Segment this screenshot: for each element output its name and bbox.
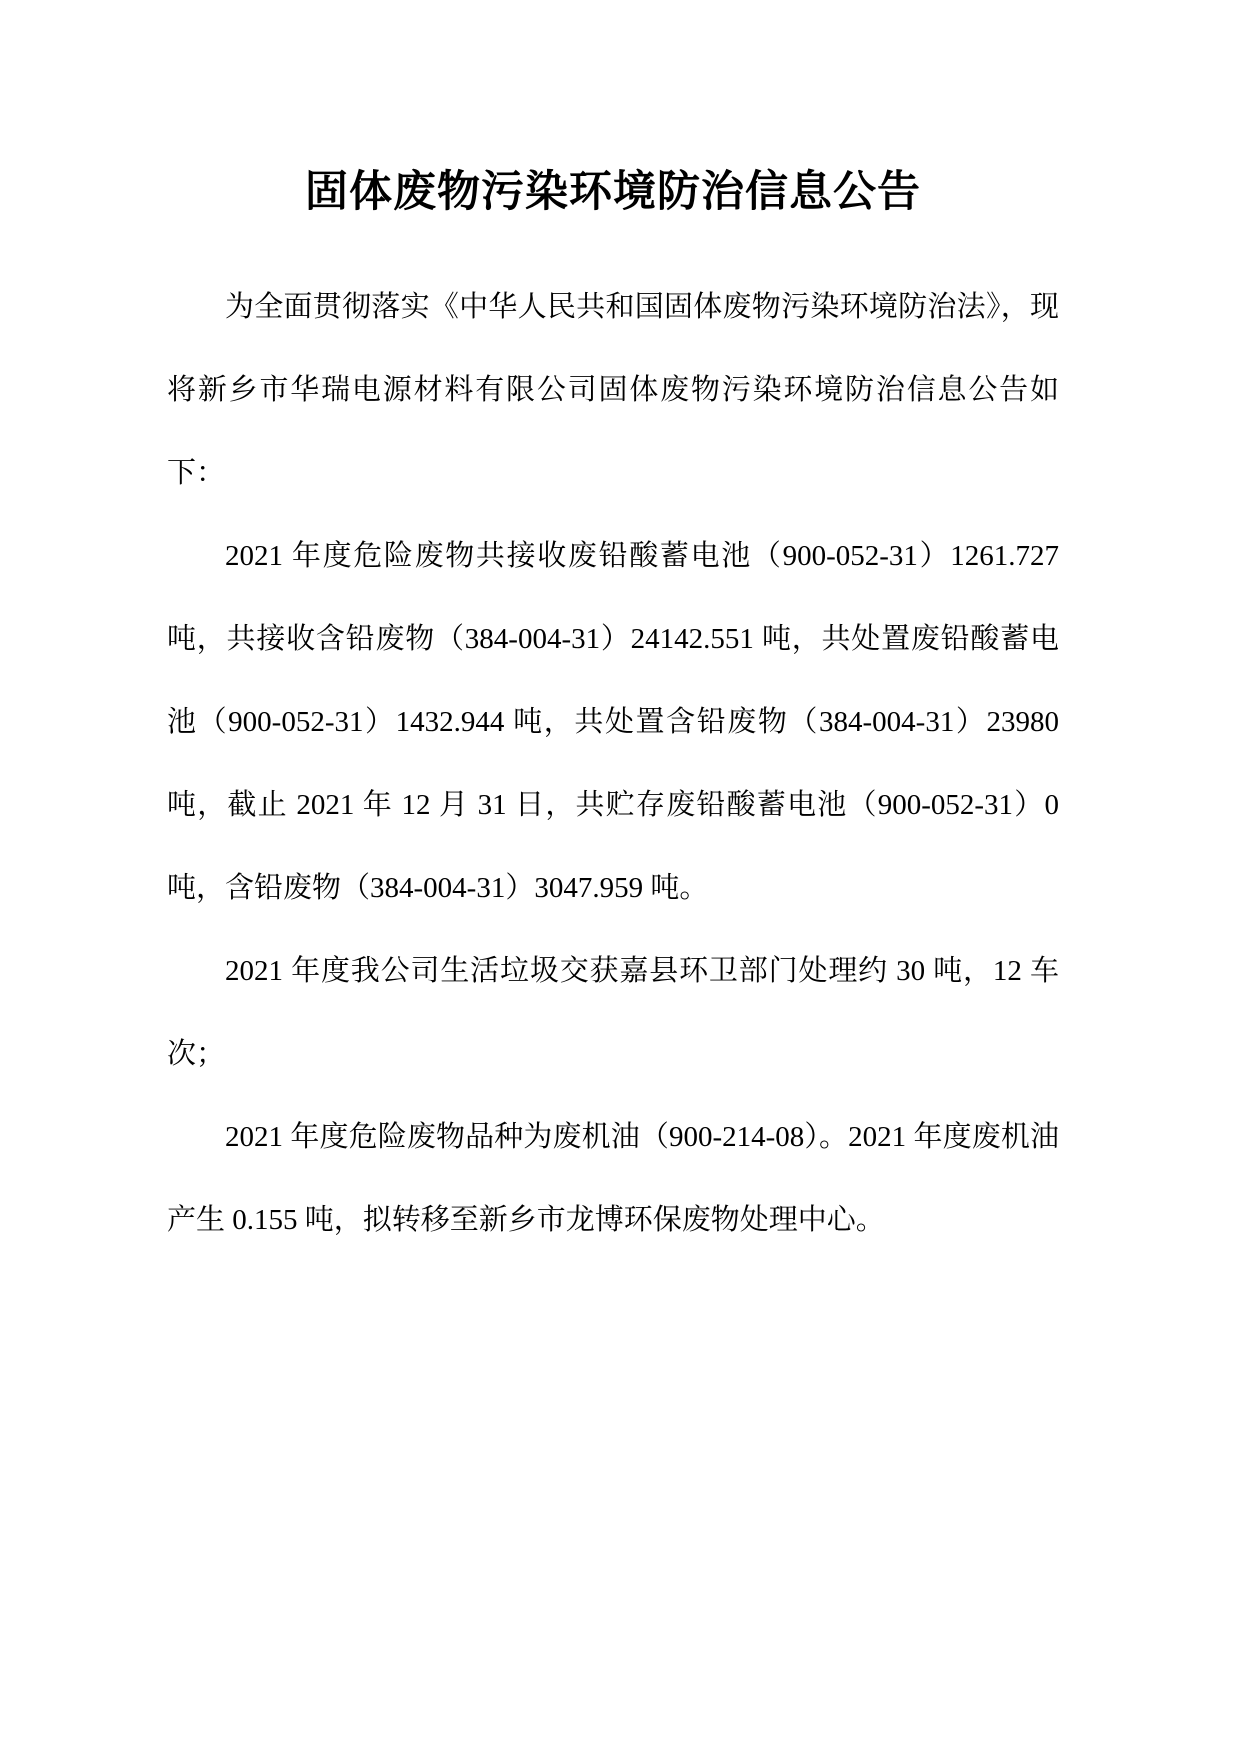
- paragraph-household-garbage: 2021 年度我公司生活垃圾交获嘉县环卫部门处理约 30 吨，12 车次；: [167, 955, 1059, 1070]
- paragraph-waste-oil: 2021 年度危险废物品种为废机油（900-214-08）。2021 年度废机油产生 0.155 吨，拟转移至新乡市龙博环保废物处理中心。: [167, 1121, 1059, 1236]
- paragraph-legal-basis: 为全面贯彻落实《中华人民共和国固体废物污染环境防治法》，现将新乡市华瑞电源材料有限公司固体废物污染环境防治信息公告如下：: [167, 291, 1059, 489]
- document-body: [167, 266, 1059, 1262]
- document-title: 固体废物污染环境防治信息公告: [305, 169, 921, 216]
- paragraph-hazardous-waste-figures: 2021 年度危险废物共接收废铅酸蓄电池（900-052-31）1261.727 吨，共接收含铅废物（384-004-31）24142.551 吨，共处置废铅酸蓄电池（900-052-31）1432.944 吨，共处置含铅废物（384-004-31）23980 吨，截止 2021 年 12 月 31 日，共贮存废铅酸蓄电池（900-052-31）0 吨，含铅废物（384-004-31）3047.959 吨。: [167, 540, 1059, 904]
